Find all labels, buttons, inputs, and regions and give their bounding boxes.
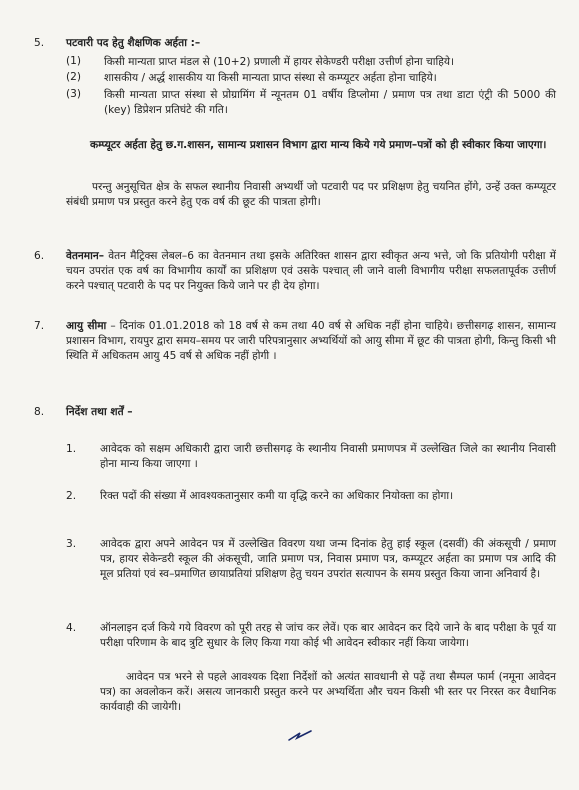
item-8-3-number: 3. bbox=[66, 538, 77, 550]
item-8-4-number: 4. bbox=[66, 622, 77, 634]
pay-scale-heading: वेतनमान– bbox=[66, 250, 105, 262]
computer-qualification-note: कम्प्यूटर अर्हता हेतु छ.ग.शासन, सामान्य प्रशासन विभाग द्वारा मान्य किये गये प्रमाण–पत्रों को ही स्वीकार किया जाएगा। bbox=[90, 139, 547, 151]
item-8-1-number: 1. bbox=[66, 443, 77, 455]
section-8-heading: निर्देश तथा शर्तें – bbox=[66, 406, 133, 418]
item-5-3-number: (3) bbox=[66, 88, 82, 100]
section-7-text bbox=[66, 319, 556, 364]
item-8-2-text: रिक्त पदों की संख्या में आवश्यकतानुसार कमी या वृद्धि करने का अधिकार नियोक्ता का होगा। bbox=[100, 490, 454, 502]
section-8-number: 8. bbox=[34, 406, 45, 418]
age-limit-heading: आयु सीमा bbox=[66, 320, 107, 332]
item-8-4-text: ऑनलाइन दर्ज किये गये विवरण को पूरी तरह से जांच कर लेवें। एक बार आवेदन कर दिये जाने के बाद परीक्षा के पूर्व या परीक्षा परिणाम के बाद त्रुटि सुधार के लिए किया गया कोई भी आवेदन स्वीकार नहीं किया जायेगा। bbox=[100, 622, 556, 649]
item-8-1-text: आवेदक को सक्षम अधिकारी द्वारा जारी छत्तीसगढ़ के स्थानीय निवासी प्रमाणपत्र में उल्लेखित जिले का स्थानीय निवासी होना मान्य किया जाएगा । bbox=[100, 443, 556, 470]
item-5-2-number: (2) bbox=[66, 71, 82, 83]
section-5-number: 5. bbox=[34, 37, 45, 49]
scheduled-area-note: परन्तु अनुसूचित क्षेत्र के सफल स्थानीय निवासी अभ्यर्थी जो पटवारी पद पर प्रशिक्षण हेतु चयनित होंगे, उन्हें उक्त कम्प्यूटर संबंधी प्रमाण पत्र प्रस्तुत करने हेतु एक वर्ष की छूट की पात्रता होगी। bbox=[66, 181, 556, 208]
section-5-heading: पटवारी पद हेतु शैक्षणिक अर्हता :– bbox=[66, 37, 201, 49]
section-6-text bbox=[66, 249, 556, 294]
initials-mark bbox=[286, 729, 314, 743]
item-5-1-text: किसी मान्यता प्राप्त मंडल से (10+2) प्रणाली में हायर सेकेण्डरी परीक्षा उत्तीर्ण होना चाहिये। bbox=[104, 56, 455, 68]
item-8-2-number: 2. bbox=[66, 490, 77, 502]
item-5-2-text: शासकीय / अर्द्ध शासकीय या किसी मान्यता प्राप्त संस्था से कम्प्यूटर अर्हता होना चाहिये। bbox=[104, 72, 437, 84]
item-5-3-text: किसी मान्यता प्राप्त संस्था से प्रोग्रामिंग में न्यूनतम 01 वर्षीय डिप्लोमा / प्रमाण पत्र तथा डाटा एंट्री की 5000 की (key) डिप्रेशन प्रतिघंटे की गति। bbox=[104, 89, 556, 116]
section-7-number: 7. bbox=[34, 320, 45, 332]
pay-scale-body: वेतन मैट्रिक्स लेबल–6 का वेतनमान तथा इसके अतिरिक्त शासन द्वारा स्वीकृत अन्य भत्ते, जो कि प्रतियोगी परीक्षा में चयन उपरांत एक वर्ष का विभागीय कार्यों का प्रशिक्षण एवं उसके पश्चात् ली जाने वाली विभागीय परीक्षा सफलतापूर्वक उत्तीर्ण करने पश्चात् पटवारी के पद पर नियुक्त किये जाने पर ही देय होगा। bbox=[66, 250, 556, 292]
age-limit-body: – दिनांक 01.01.2018 को 18 वर्ष से कम तथा 40 वर्ष से अधिक नहीं होना चाहिये। छत्तीसगढ़ शासन, सामान्य प्रशासन विभाग, रायपुर द्वारा समय–समय पर जारी परिपत्रानुसार अभ्यर्थियों को आयु सीमा में छूट की पात्रता होगी, किन्तु किसी भी स्थिति में अधिकतम आयु 45 वर्ष से अधिक नहीं होगी । bbox=[66, 320, 556, 362]
section-6-number: 6. bbox=[34, 250, 45, 262]
item-8-4-extra: आवेदन पत्र भरने से पहले आवश्यक दिशा निर्देशों को अत्यंत सावधानी से पढ़ें तथा सैम्पल फार्म (नमूना आवेदन पत्र) का अवलोकन करें। असत्य जानकारी प्रस्तुत करने पर अभ्यर्थिता और चयन किसी भी स्तर पर निरस्त कर वैधानिक कार्यवाही की जायेगी। bbox=[100, 671, 557, 713]
item-8-3-text: आवेदक द्वारा अपने आवेदन पत्र में उल्लेखित विवरण यथा जन्म दिनांक हेतु हाई स्कूल (दसवीं) की अंकसूची / प्रमाण पत्र, हायर सेकेन्डरी स्कूल की अंकसूची, जाति प्रमाण पत्र, निवास प्रमाण पत्र, कम्प्यूटर अर्हता का प्रमाण पत्र आदि की मूल प्रतियां एवं स्व–प्रमाणित छायाप्रतियां प्रशिक्षण हेतु चयन उपरांत सत्यापन के समय प्रस्तुत किया जाना अनिवार्य है। bbox=[100, 538, 556, 580]
item-5-1-number: (1) bbox=[66, 55, 82, 67]
